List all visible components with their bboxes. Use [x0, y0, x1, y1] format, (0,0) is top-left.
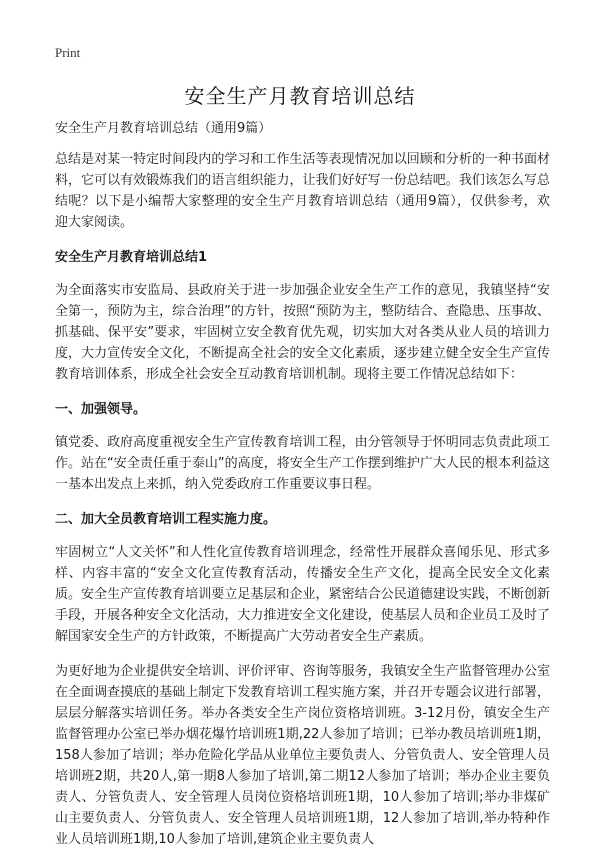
- document-body: [55, 118, 550, 864]
- section-heading: 一、加强领导。: [55, 402, 147, 417]
- section-paragraph: 牢固树立“人文关怀”和人性化宣传教育培训理念，经常性开展群众喜闻乐见、形式多样、内容丰富的“安全文化宣传教育活动，传播安全生产文化，提高全民安全文化素质。安全生产宣传教育培训要立足基层和企业，紧密结合公民道德建设实践，不断创新手段，开展各种安全文化活动，大力推进安全文化建设，使基层人员和企业员工及时了解国家安全生产的方针政策，不断提高广大劳动者安全生产素质。: [55, 545, 550, 644]
- intro-paragraph: 总结是对某一特定时间段内的学习和工作生活等表现情况加以回顾和分析的一种书面材料，它可以有效锻炼我们的语言组织能力，让我们好好写一份总结吧。我们该怎么写总结呢？以下是小编帮大家整理的安全生产月教育培训总结（通用9篇），仅供参考，欢迎大家阅读。: [55, 152, 550, 230]
- section-paragraph: 镇党委、政府高度重视安全生产宣传教育培训工程，由分管领导于怀明同志负责此项工作。站在“安全责任重于泰山”的高度，将安全生产工作摆到维护广大人民的根本利益这一基本出发点上来抓，纳入党委政府工作重要议事日程。: [55, 435, 550, 492]
- article-heading: 安全生产月教育培训总结1: [55, 250, 208, 265]
- article-paragraph: 为全面落实市安监局、县政府关于进一步加强企业安全生产工作的意见，我镇坚持“安全第一，预防为主，综合治理”的方针，按照“预防为主，整防结合、查隐患、压事故、抓基础、保平安”要求，牢固树立安全教育优先观，切实加大对各类从业人员的培训力度，大力宣传安全文化，不断提高全社会的安全文化素质，逐步建立健全安全生产宣传教育培训体系，形成全社会安全互动教育培训机制。现将主要工作情况总结如下：: [55, 283, 550, 382]
- section-paragraph: 为更好地为企业提供安全培训、评价评审、咨询等服务，我镇安全生产监督管理办公室在全面调查摸底的基础上制定下发教育培训工程实施方案，并召开专题会议进行部署，层层分解落实培训任务。举办各类安全生产岗位资格培训班。3-12月份，镇安全生产监督管理办公室已举办烟花爆竹培训班1期,22人参加了培训；已举办教员培训班1期，158人参加了培训；举办危险化学品从业单位主要负责人、分管负责人、安全管理人员培训班2期，共20人,第一期8人参加了培训,第二期12人参加了培训；举办企业主要负责人、分管负责人、安全管理人员岗位资格培训班1期，10人参加了培训;举办非煤矿山主要负责人、分管负责人、安全管理人员培训班1期，12人参加了培训,举办特种作业人员培训班1期,10人参加了培训,建筑企业主要负责人: [55, 664, 550, 847]
- subtitle: 安全生产月教育培训总结（通用9篇）: [55, 121, 272, 136]
- page-title: 安全生产月教育培训总结: [184, 84, 416, 108]
- print-label: Print: [55, 45, 81, 60]
- section-heading: 二、加大全员教育培训工程实施力度。: [55, 512, 277, 527]
